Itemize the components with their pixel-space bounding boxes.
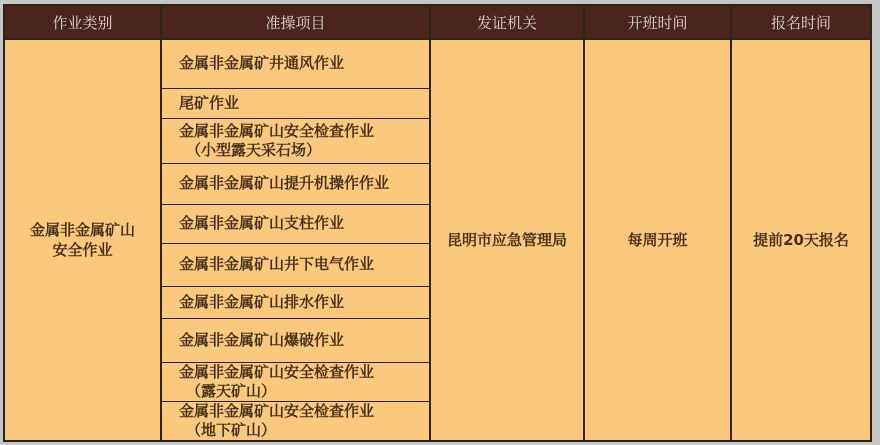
header-cell-permit-items: 准操项目 bbox=[161, 5, 430, 39]
permit-item-cell bbox=[161, 39, 430, 88]
permit-item-text: 金属非金属矿山安全检查作业 bbox=[179, 121, 375, 140]
header-cell-class-schedule: 开班时间 bbox=[584, 5, 731, 39]
permit-item-cell bbox=[161, 88, 430, 118]
permit-item-cell bbox=[161, 163, 430, 204]
header-cell-issuing-authority: 发证机关 bbox=[430, 5, 584, 39]
class-schedule-cell: 每周开班 bbox=[584, 39, 731, 441]
permit-item-text: 金属非金属矿井通风作业 bbox=[179, 54, 345, 73]
permit-item-text-line2: （小型露天采石场） bbox=[186, 140, 322, 159]
permit-item-cell bbox=[161, 243, 430, 286]
permit-item-cell bbox=[161, 118, 430, 163]
permit-item-text: 金属非金属矿山爆破作业 bbox=[179, 330, 345, 349]
permit-item-text: 金属非金属矿山安全检查作业 bbox=[179, 362, 375, 381]
permit-item-text-line2: （地下矿山） bbox=[186, 420, 277, 439]
permit-item-text: 金属非金属矿山井下电气作业 bbox=[179, 255, 375, 273]
permit-item-row bbox=[4, 39, 871, 88]
job-category-line2: 安全作业 bbox=[52, 240, 113, 259]
permit-item-text: 金属非金属矿山提升机操作作业 bbox=[179, 174, 390, 192]
header-cell-job-category: 作业类别 bbox=[4, 5, 161, 39]
job-category-cell bbox=[4, 39, 161, 441]
permit-item-cell bbox=[161, 318, 430, 362]
permit-item-text: 金属非金属矿山排水作业 bbox=[179, 292, 345, 311]
table-header-row bbox=[4, 5, 871, 39]
permit-item-text: 金属非金属矿山支柱作业 bbox=[179, 214, 345, 232]
permit-item-cell bbox=[161, 362, 430, 401]
registration-time-cell: 提前20天报名 bbox=[731, 39, 871, 441]
permit-item-cell bbox=[161, 204, 430, 243]
permit-item-cell bbox=[161, 401, 430, 441]
permit-item-text: 金属非金属矿山安全检查作业 bbox=[179, 401, 375, 420]
header-cell-registration-time: 报名时间 bbox=[731, 5, 871, 39]
permit-item-cell bbox=[161, 286, 430, 318]
job-category-line1: 金属非金属矿山 bbox=[29, 220, 135, 239]
permit-item-text-line2: （露天矿山） bbox=[186, 381, 277, 400]
permit-item-text: 尾矿作业 bbox=[179, 93, 240, 112]
issuing-authority-cell: 昆明市应急管理局 bbox=[430, 39, 584, 441]
training-schedule-table bbox=[3, 4, 872, 442]
